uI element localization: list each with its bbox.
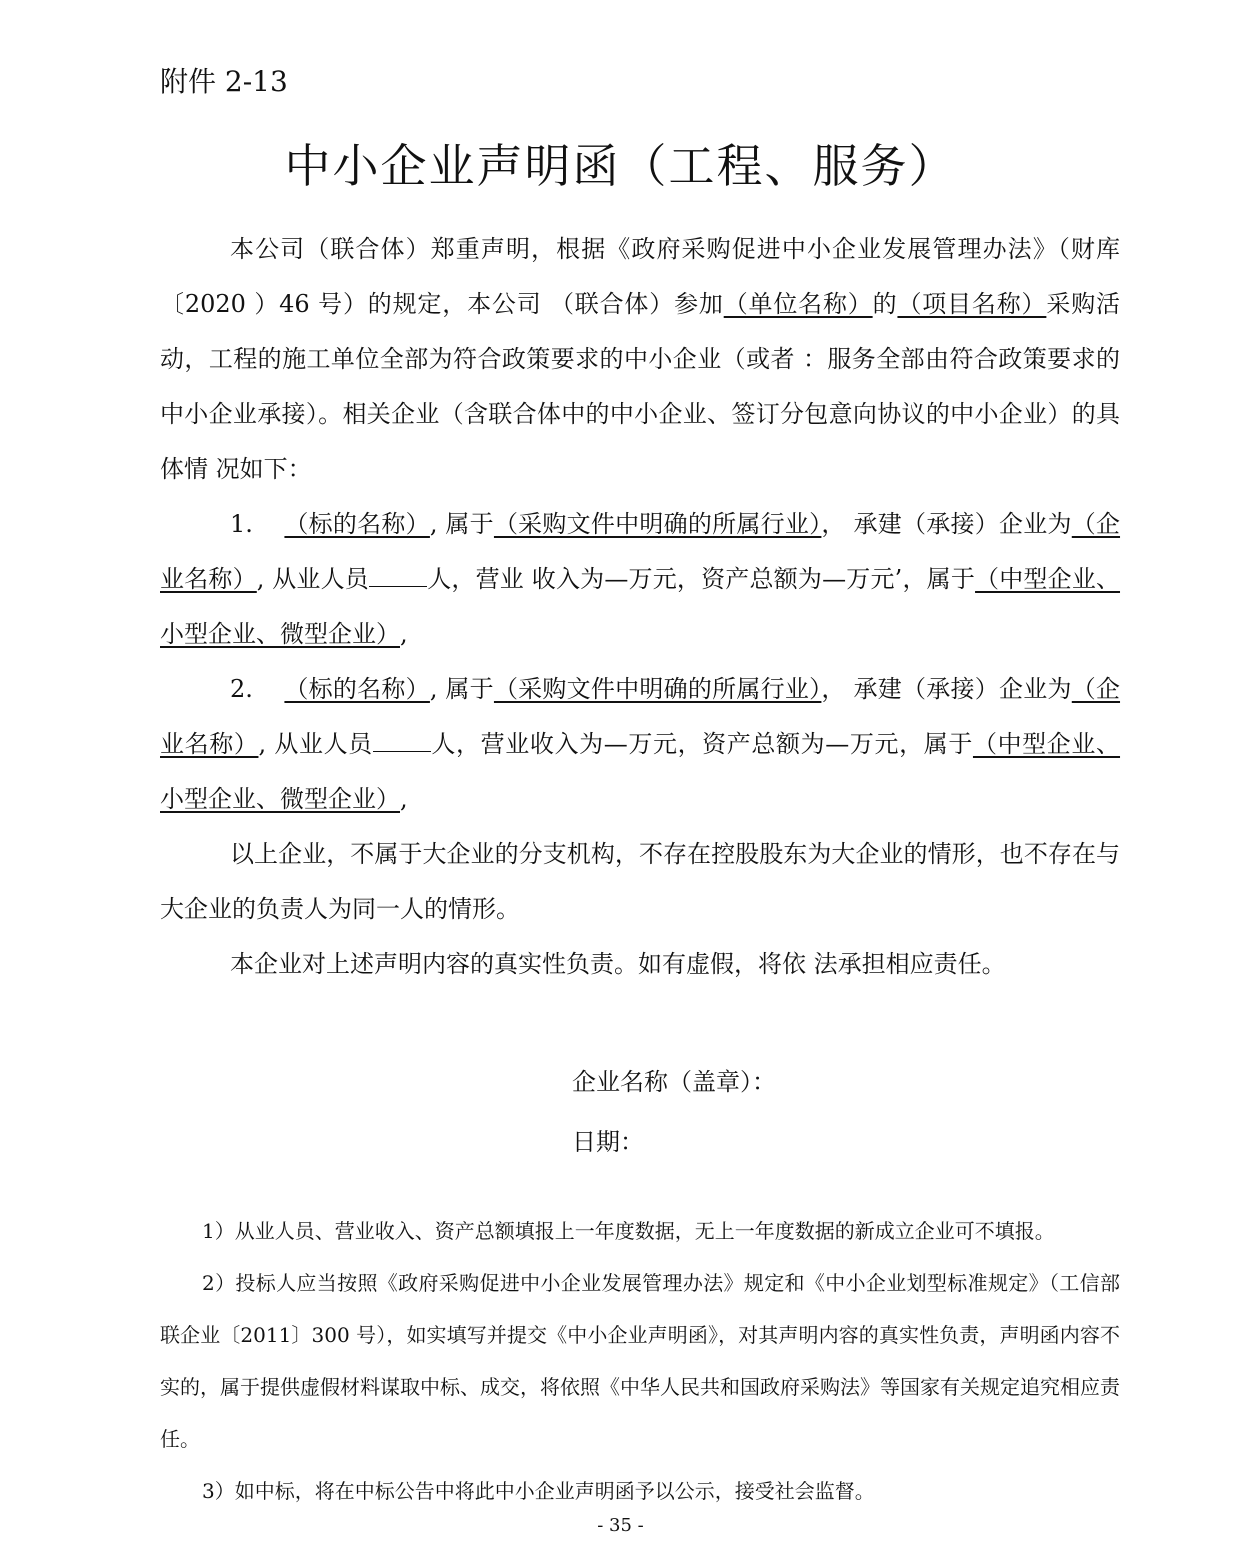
contractor-text: ， 承建（承接）企业为 [821, 675, 1072, 703]
staff-count-blank [373, 729, 431, 752]
enterprise-item-1 [160, 497, 1120, 662]
unit-name-field: （单位名称） [723, 290, 873, 318]
page-number: - 35 - [597, 1515, 644, 1536]
enterprise-type-field: （中型企业、小型企业、微型企业） [160, 730, 1121, 813]
belongs-text: , 属于 [429, 675, 494, 703]
date-label: 日期： [572, 1128, 644, 1156]
item-end: , [400, 620, 408, 648]
belongs-text: , 属于 [429, 510, 494, 538]
staff-text: , 从业人员 [258, 730, 373, 758]
note-3: 3）如中标，将在中标公告中将此中小企业声明函予以公示，接受社会监督。 [202, 1479, 875, 1503]
intro-tail-text: 采购活动，工程的施工单位全部为符合政策要求的中小企业（或者 ：服务全部由符合政策要求的中小企业承接）。相关企业（含联合体中的中小企业、签订分包意向协议的中小企业）的具体情 况如下： [160, 290, 1121, 483]
company-seal-label: 企业名称（盖章）： [572, 1068, 776, 1096]
company-name-field: （企业名称） [160, 510, 1121, 593]
target-name-field: （标的名称） [284, 510, 430, 538]
responsibility-paragraph: 本企业对上述声明内容的真实性负责。如有虚假，将依 法承担相应责任。 [230, 950, 1006, 978]
note-1: 1）从业人员、营业收入、资产总额填报上一年度数据，无上一年度数据的新成立企业可不填报。 [202, 1219, 1055, 1243]
enterprise-item-2 [160, 662, 1120, 827]
industry-field: （采购文件中明确的所属行业） [493, 510, 822, 538]
contractor-text: ， 承建（承接）企业为 [821, 510, 1072, 538]
staff-count-blank [369, 564, 427, 587]
note-2: 2）投标人应当按照《政府采购促进中小企业发展管理办法》规定和《中小企业划型标准规定》（工信部联企业〔2011〕300 号），如实填写并提交《中小企业声明函》，对其声明内容的真实性负责，声明函内容不实的，属于提供虚假材料谋取中标、成交，将依照《中华人民共和国政府采购法》等国家有关规定追究相应责任。 [160, 1271, 1120, 1451]
document-title: 中小企业声明函（工程、服务） [284, 139, 957, 193]
revenue-text: 人，营业收入为—万元，资产总额为—万元，属于 [430, 730, 973, 758]
item-end: , [400, 785, 408, 813]
staff-text: , 从业人员 [256, 565, 369, 593]
enterprise-type-field: （中型企业、 小型企业、微型企业） [160, 565, 1121, 648]
item-number: 1. [230, 510, 253, 538]
revenue-text: 人，营业 收入为—万元，资产总额为—万元’，属于 [427, 565, 976, 593]
de-text: 的 [872, 290, 898, 318]
notes-section [160, 1205, 1120, 1517]
item-number: 2. [230, 675, 253, 703]
branch-paragraph: 以上企业，不属于大企业的分支机构，不存在控股股东为大企业的情形，也不存在与大企业的负责人为同一人的情形。 [160, 840, 1120, 923]
declaration-body [160, 222, 1120, 992]
attachment-label: 附件 2-13 [160, 65, 288, 98]
industry-field: （采购文件中明确的所属行业） [493, 675, 822, 703]
project-name-field: （项目名称） [897, 290, 1047, 318]
target-name-field: （标的名称） [284, 675, 430, 703]
intro-text: 本公司（联合体）郑重声明，根据《政府采购促进中小企业发展管理办法》（财库〔2020 ）46 号）的规定，本公司 （联合体）参加 [160, 235, 1120, 318]
company-name-field: （企业名称） [160, 675, 1121, 758]
intro-paragraph [160, 222, 1120, 497]
